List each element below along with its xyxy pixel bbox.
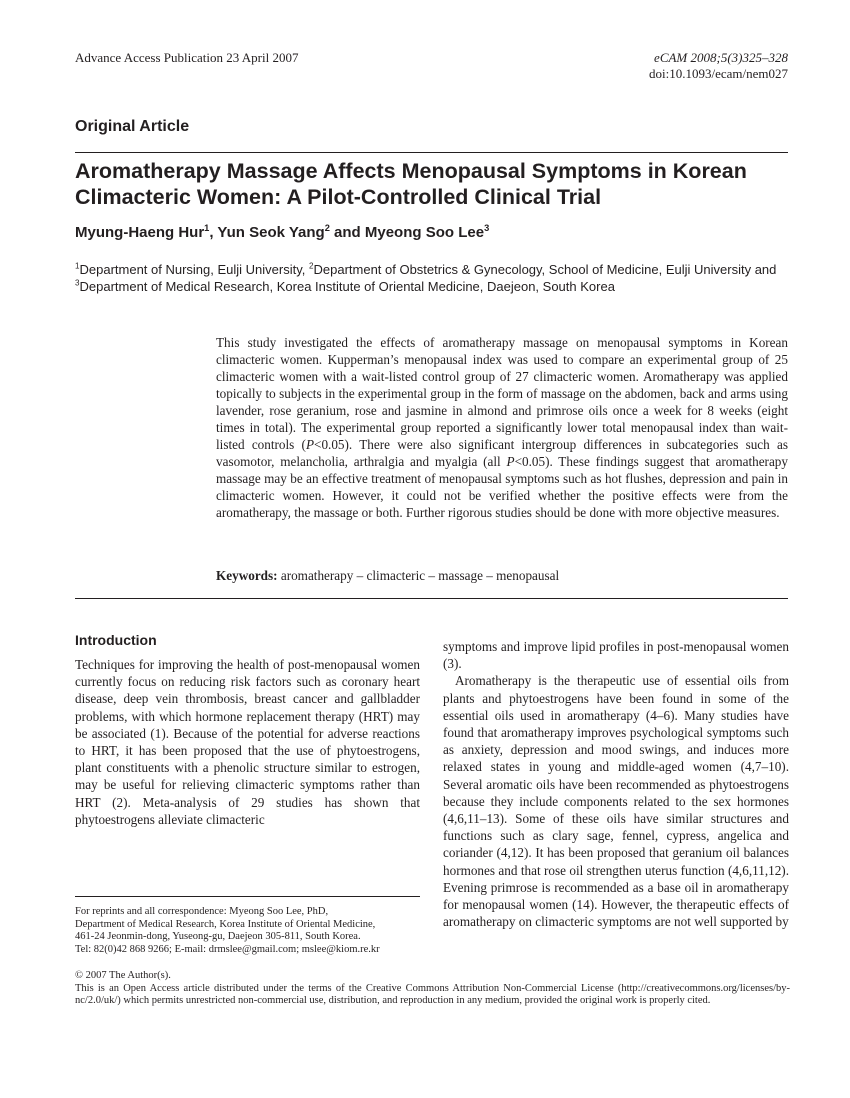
affiliation-marker: 1 [75, 261, 80, 271]
body-text-right-column [443, 638, 789, 930]
keywords [216, 568, 788, 584]
publication-date: Advance Access Publication 23 April 2007 [75, 50, 299, 65]
p-value-symbol: P [506, 454, 515, 469]
abstract-text: <0.05). These findings suggest that aromatherapy massage may be an effective treatment of menopausal symptoms such as hot flushes, depression and pain in climacteric women. However, it could not be verified whether the positive effects were from the aromatherapy, the massage or both. Further rigorous studies should be done with more objective measures. [216, 454, 788, 520]
article-type: Original Article [75, 118, 190, 135]
correspondence-footnote [75, 906, 425, 956]
affiliations [75, 261, 790, 295]
author-name: Myung-Haeng Hur [75, 224, 205, 241]
p-value-symbol: P [305, 437, 315, 452]
abstract-text: This study investigated the effects of aromatherapy massage on menopausal symptoms in Korean climacteric women. Kupperman’s menopausal index was used to compare an experimental group of 25 climacteric women with a wait-listed control group of 27 climacteric women. Aromatherapy was applied topically to subjects in the experimental group in the form of massage on the abdomen, back and arms using lavender, rose geranium, rose and jasmine in almond and primrose oils once a week for 8 weeks (eight times in total). The experimental group reported a significantly lower total menopausal index than wait-listed controls ( [216, 335, 788, 452]
keywords-list: aromatherapy – climacteric – massage – menopausal [280, 568, 560, 583]
footnote-line: Department of Medical Research, Korea Institute of Oriental Medicine, [75, 918, 376, 930]
footnote-line: 461-24 Jeonmin-dong, Yuseong-gu, Daejeon 305-811, South Korea. [75, 931, 361, 943]
copyright-line: © 2007 The Author(s). [75, 970, 171, 981]
affiliation-marker: 2 [309, 261, 314, 271]
body-text-left-column: Techniques for improving the health of post-menopausal women currently focus on reducing risk factors such as coronary heart disease, deep vein thrombosis, breast cancer and gallbladder problems, with which hormone replacement therapy (HRT) may be associated (1). Because of the potential for adverse reactions to HRT, it has been proposed that the use of phytoestrogens, plant constituents with a phenolic structure similar to estrogen, may be useful for relieving climacteric symptoms rather than HRT (2). Meta-analysis of 29 studies has shown that phytoestrogens alleviate climacteric [75, 657, 420, 827]
section-heading-introduction: Introduction [75, 632, 157, 648]
license-text: This is an Open Access article distributed under the terms of the Creative Commons Attribution Non-Commercial License (http://creativecommons.org/licenses/by-nc/2.0/uk/) which permits unrestricted non-commercial use, distribution, and reproduction in any medium, provided the original work is properly cited. [75, 982, 790, 1007]
doi: doi:10.1093/ecam/nem027 [648, 66, 788, 81]
author-affiliation-marker: 1 [204, 223, 210, 233]
journal-citation: eCAM 2008;5(3)325–328 [654, 50, 788, 65]
abstract-text: <0.05). There were also significant intergroup differences in subcategories such as vasomotor, melancholia, arthralgia and myalgia (all [216, 437, 788, 469]
author-affiliation-marker: 2 [324, 223, 330, 233]
affiliation-text: Department of Medical Research, Korea Institute of Oriental Medicine, Daejeon, South Korea [79, 279, 615, 294]
footnote-divider [75, 896, 420, 897]
copyright-notice [75, 970, 790, 1008]
keywords-label: Keywords: [216, 568, 278, 583]
article-title: Aromatherapy Massage Affects Menopausal Symptoms in Korean Climacteric Women: A Pilot-Controlled Clinical Trial [75, 159, 747, 209]
abstract-divider [75, 598, 788, 599]
author-conjunction: and [329, 224, 365, 241]
author-list [75, 224, 489, 241]
journal-citation-block [649, 50, 788, 82]
affiliation-marker: 3 [75, 278, 80, 288]
paragraph: Aromatherapy is the therapeutic use of essential oils from plants and phytoestrogens have been found in some of the essential oils used in aromatherapy (4–6). Many studies have found that aromatherapy improves psychological symptoms such as anxiety, depression and mood swings, and induces more relaxed states in young and middle-aged women (4,7–10). Several aromatic oils have been recommended as phytoestrogens because they include components related to the sex hormones (4,6,11–13). Some of these oils have similar structures and functions such as clary sage, fennel, cypress, angelica and coriander (4,12). It has been proposed that geranium oil balances hormones and that rose oil strengthen uterus function (4,6,11,12). Evening primrose is recommended as a base oil in aromatherapy for menopausal women (14). However, the therapeutic effects of aromatherapy on climacteric symptoms are not well supported by [443, 673, 789, 930]
abstract [216, 334, 788, 521]
affiliation-text: Department of Obstetrics & Gynecology, School of Medicine, Eulji University and [313, 262, 777, 277]
author-separator: , [209, 224, 218, 241]
footnote-line: Tel: 82(0)42 868 9266; E-mail: drmslee@gmail.com; mslee@kiom.re.kr [75, 943, 380, 955]
affiliation-text: Department of Nursing, Eulji University, [79, 262, 309, 277]
header-divider [75, 152, 788, 153]
paragraph: symptoms and improve lipid profiles in post-menopausal women (3). [443, 639, 789, 672]
author-name: Yun Seok Yang [217, 224, 325, 241]
author-affiliation-marker: 3 [484, 223, 490, 233]
author-name: Myeong Soo Lee [364, 224, 485, 241]
footnote-line: For reprints and all correspondence: Myeong Soo Lee, PhD, [75, 906, 329, 917]
